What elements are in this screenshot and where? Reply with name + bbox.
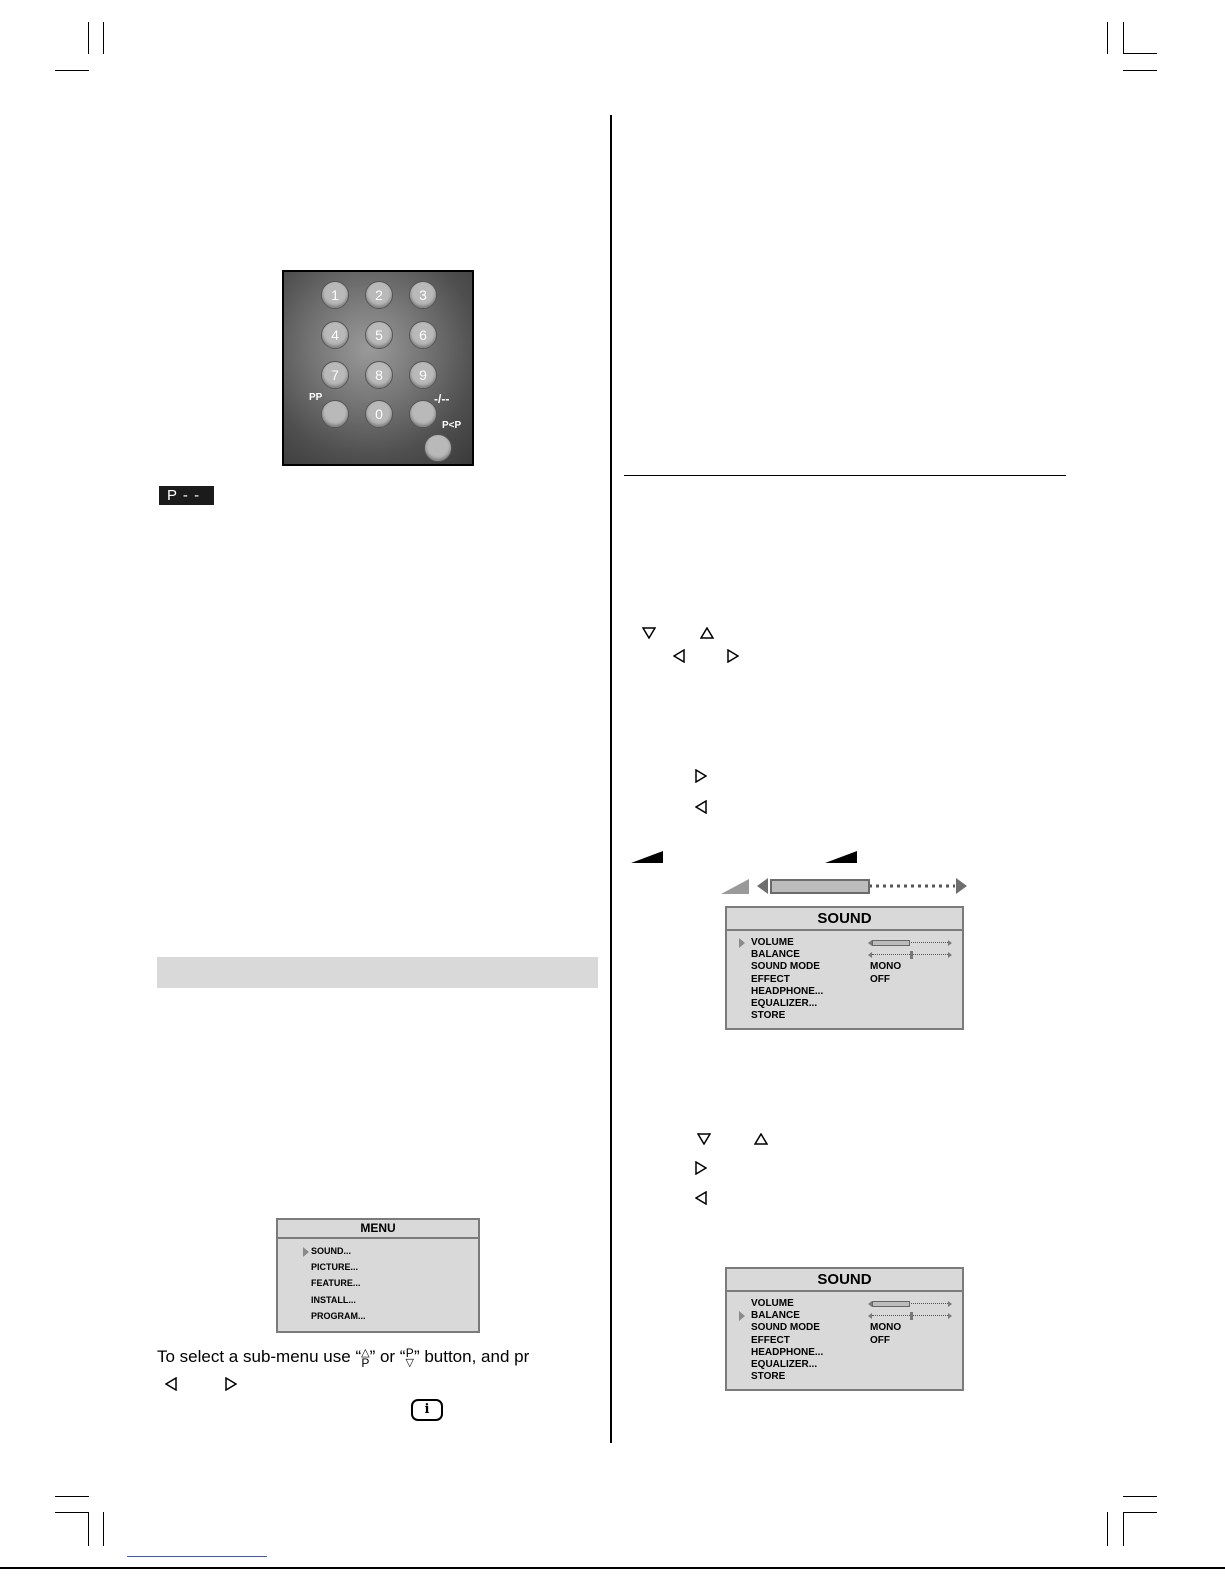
remote-button-1: 1 — [321, 281, 349, 309]
remote-button-7: 7 — [321, 361, 349, 389]
main-menu-osd — [276, 1218, 480, 1333]
remote-button-3: 3 — [409, 281, 437, 309]
sound-item-volume: VOLUME — [751, 1298, 794, 1309]
sound-mode-value: MONO — [870, 961, 902, 972]
instruction-text-a: To select a sub-menu use “ — [157, 1347, 362, 1366]
triangle-right-icon — [727, 649, 739, 663]
triangle-left-icon — [695, 1191, 707, 1205]
triangle-down-icon — [697, 1133, 711, 1145]
crop-mark — [1123, 1512, 1157, 1513]
main-menu-title: MENU — [278, 1220, 478, 1239]
sound-menu-osd — [725, 906, 964, 1030]
triangle-left-icon — [673, 649, 685, 663]
sound-item-effect: EFFECT — [751, 974, 790, 985]
sound-item-sound-mode: SOUND MODE — [751, 1322, 820, 1333]
remote-button-9: 9 — [409, 361, 437, 389]
crop-mark — [1123, 22, 1124, 54]
remote-button-2: 2 — [365, 281, 393, 309]
page-bottom-rule — [0, 1567, 1225, 1569]
link-underline — [127, 1556, 267, 1557]
remote-button-5: 5 — [365, 321, 393, 349]
volume-bar — [868, 1300, 952, 1308]
menu-cursor-icon — [303, 1247, 309, 1257]
sound-item-effect: EFFECT — [751, 1335, 790, 1346]
triangle-right-icon — [225, 1377, 237, 1391]
remote-label-pp-swap: P<P — [442, 420, 462, 431]
sound-item-store: STORE — [751, 1371, 786, 1382]
crop-mark — [1123, 53, 1157, 54]
menu-cursor-icon — [739, 1311, 745, 1321]
osd-program-badge: P - - — [159, 486, 214, 505]
crop-mark — [103, 22, 104, 54]
triangle-left-icon — [695, 800, 707, 814]
effect-value: OFF — [870, 974, 890, 985]
remote-button-0: 0 — [365, 400, 393, 428]
sound-menu-title: SOUND — [727, 908, 962, 931]
menu-item-install: INSTALL... — [311, 1295, 356, 1305]
triangle-right-icon — [695, 769, 707, 783]
section-rule — [624, 475, 1066, 476]
remote-button-8: 8 — [365, 361, 393, 389]
remote-button-4: 4 — [321, 321, 349, 349]
sound-item-balance: BALANCE — [751, 949, 800, 960]
triangle-down-icon — [642, 627, 656, 639]
menu-cursor-icon — [739, 938, 745, 948]
balance-bar — [868, 951, 952, 959]
sound-item-equalizer: EQUALIZER... — [751, 1359, 818, 1370]
sound-item-balance: BALANCE — [751, 1310, 800, 1321]
crop-mark — [88, 22, 89, 54]
crop-mark — [55, 1512, 89, 1513]
submenu-instruction — [157, 1347, 529, 1368]
sound-item-equalizer: EQUALIZER... — [751, 998, 818, 1009]
menu-item-picture: PICTURE... — [311, 1262, 359, 1272]
volume-wedge-icon — [825, 851, 857, 863]
crop-mark — [88, 1512, 89, 1546]
sound-menu-title: SOUND — [727, 1269, 962, 1292]
sound-item-sound-mode: SOUND MODE — [751, 961, 820, 972]
instruction-text-b: ” or “ — [369, 1347, 406, 1366]
remote-keypad-image — [282, 270, 474, 466]
instruction-text-c: ” button, and pr — [413, 1347, 530, 1366]
remote-button-pp-swap — [424, 434, 452, 462]
triangle-up-icon — [754, 1133, 768, 1145]
p-label: P — [405, 1345, 414, 1360]
info-icon: i — [411, 1399, 443, 1421]
remote-label-pp: PP — [309, 392, 323, 403]
program-down-symbol: P ▽ — [405, 1345, 414, 1369]
effect-value: OFF — [870, 1335, 890, 1346]
menu-item-feature: FEATURE... — [311, 1278, 361, 1288]
sound-item-store: STORE — [751, 1010, 786, 1021]
menu-item-program: PROGRAM... — [311, 1311, 366, 1321]
volume-wedge-icon — [721, 879, 749, 894]
column-divider — [610, 115, 612, 1443]
crop-mark — [1123, 1496, 1157, 1497]
p-label: P — [361, 1355, 370, 1370]
remote-button-6: 6 — [409, 321, 437, 349]
menu-item-sound: SOUND... — [311, 1246, 352, 1256]
balance-bar — [868, 1312, 952, 1320]
section-heading-bar — [157, 957, 598, 988]
triangle-right-icon — [695, 1161, 707, 1175]
remote-button-pp — [321, 400, 349, 428]
volume-wedge-icon — [631, 851, 663, 863]
crop-mark — [55, 1496, 89, 1497]
crop-mark — [1107, 1512, 1108, 1546]
crop-mark — [103, 1512, 104, 1546]
remote-button-dash — [409, 400, 437, 428]
volume-bar — [868, 939, 952, 947]
crop-mark — [1123, 1512, 1124, 1546]
sound-menu-osd-balance — [725, 1267, 964, 1391]
sound-item-headphone: HEADPHONE... — [751, 986, 824, 997]
volume-slider-illustration — [757, 876, 967, 896]
crop-mark — [1123, 70, 1157, 71]
crop-mark — [1107, 22, 1108, 54]
sound-mode-value: MONO — [870, 1322, 902, 1333]
sound-item-volume: VOLUME — [751, 937, 794, 948]
sound-item-headphone: HEADPHONE... — [751, 1347, 824, 1358]
crop-mark — [55, 70, 89, 71]
triangle-up-icon — [700, 627, 714, 639]
triangle-left-icon — [165, 1377, 177, 1391]
remote-label-dash: -/-- — [434, 392, 450, 406]
volume-slider-fill — [770, 879, 870, 894]
program-up-symbol: △ P — [361, 1346, 370, 1370]
